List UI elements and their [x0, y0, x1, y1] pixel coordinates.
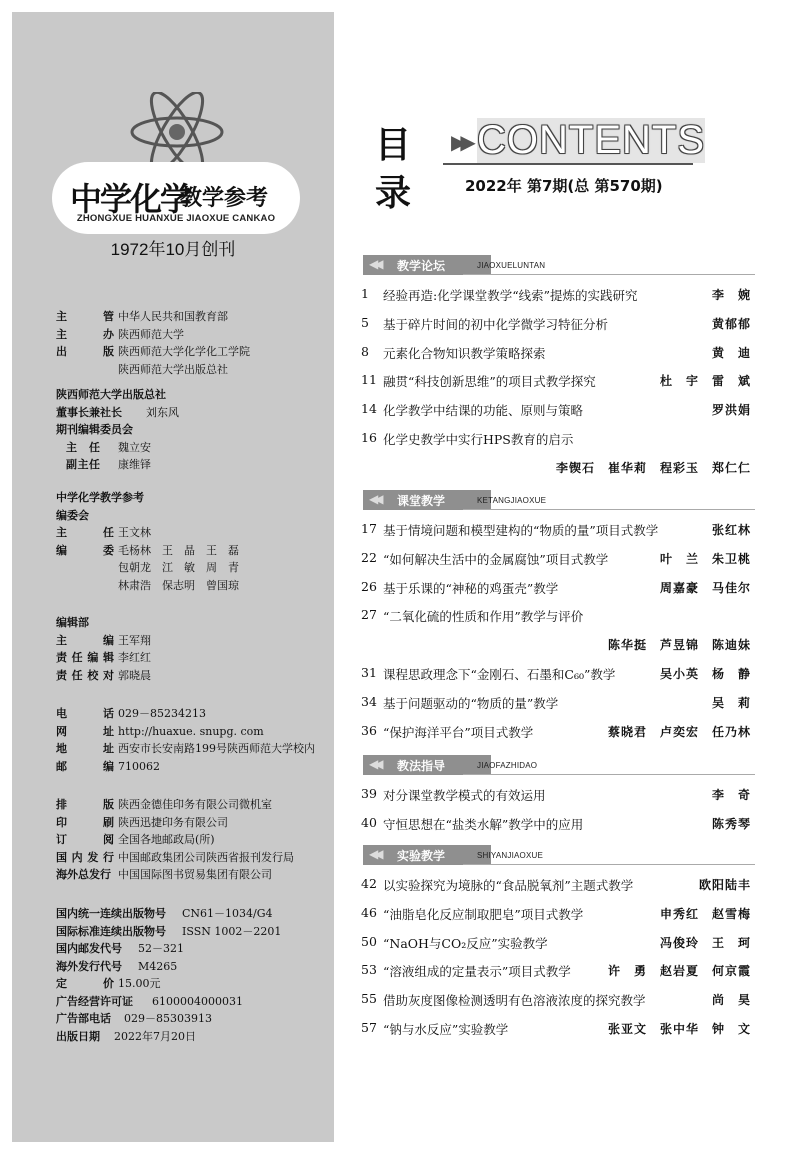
toc-entry[interactable]: [361, 694, 751, 716]
article-authors: 黄郁郁: [711, 316, 751, 331]
info-group-4: 编辑部 主 编 王军翔 责任编辑 李红红 责任校对 郭晓晨: [56, 616, 151, 682]
toc-entry[interactable]: [361, 636, 751, 658]
article-title[interactable]: “钠与水反应”实验教学: [383, 1022, 509, 1037]
double-chevron-icon: ◀◀: [369, 257, 380, 271]
section-rule: [463, 274, 755, 275]
page-number: 5: [361, 314, 369, 330]
page-number: 55: [361, 991, 377, 1007]
toc-entry[interactable]: [361, 1020, 751, 1042]
section-pinyin: JIAOFAZHIDAO: [477, 761, 538, 770]
page-number: 53: [361, 962, 377, 978]
section-pinyin: KETANGJIAOXUE: [477, 496, 547, 505]
article-title[interactable]: “溶液组成的定量表示”项目式教学: [383, 964, 571, 980]
article-title[interactable]: “NaOH与CO₂反应”实验教学: [383, 935, 548, 951]
toc-title-char-1: 目: [375, 125, 412, 166]
page-number: 36: [361, 722, 377, 738]
journal-logo: [52, 92, 302, 242]
page-number: 16: [361, 430, 377, 445]
toc-entry[interactable]: [361, 550, 751, 572]
article-authors: 申秀红 赵雪梅: [659, 906, 751, 921]
page-number: 34: [361, 693, 377, 709]
info-group-1: 主 管 中华人民共和国教育部 主 办 陕西师范大学 出 版 陕西师范大学化学化工学院 陕西师范大学出版总社: [56, 310, 250, 376]
article-title[interactable]: 化学史教学中实行HPS教育的启示: [383, 432, 574, 447]
article-title[interactable]: 经验再造:化学课堂教学“线索”提炼的实践研究: [383, 288, 638, 303]
page-number: 8: [361, 343, 369, 359]
section-rule: [463, 774, 755, 775]
article-authors: 吴小英 杨 静: [659, 667, 751, 681]
toc-entry[interactable]: [361, 934, 751, 956]
page-number: 1: [361, 286, 369, 301]
article-title[interactable]: 基于乐课的“神秘的鸡蛋壳”教学: [383, 580, 559, 596]
toc-entry[interactable]: [361, 876, 751, 898]
article-authors: 李锲石 崔华莉 程彩玉 郑仁仁: [555, 460, 751, 475]
toc-entry[interactable]: [361, 401, 751, 423]
info-group-6: 排 版 陕西金德佳印务有限公司微机室 印 刷 陕西迅捷印务有限公司 订 阅 全国各地邮政局(所) 国内发行 中国邮政集团公司陕西省报刊发行局 海外总发行 中国国际图书贸易集团有限公司: [56, 798, 294, 881]
article-title[interactable]: 课程思政理念下“金刚石、石墨和C₆₀”教学: [383, 667, 616, 682]
toc-entry[interactable]: [361, 372, 751, 394]
article-authors: 冯俊玲 王 珂: [659, 935, 751, 950]
logo-title: 中学化学: [70, 180, 191, 218]
article-authors: 张红林: [711, 523, 751, 537]
article-authors: 吴 莉: [711, 695, 751, 710]
toc-entry[interactable]: [361, 430, 751, 452]
section-label: 课堂教学: [397, 494, 446, 508]
page-number: 31: [361, 665, 377, 680]
toc-entry[interactable]: [361, 607, 751, 629]
toc-entry[interactable]: [361, 665, 751, 687]
section-header: [363, 845, 753, 865]
atom-icon: [127, 92, 227, 172]
article-title[interactable]: 基于情境问题和模型建构的“物质的量”项目式教学: [383, 523, 659, 538]
toc-entry[interactable]: [361, 579, 751, 601]
article-authors: 杜 宇 雷 斌: [659, 374, 751, 389]
article-authors: 陈秀琴: [711, 816, 751, 831]
section-pinyin: JIAOXUELUNTAN: [477, 261, 546, 270]
article-authors: 黄 迪: [711, 345, 751, 360]
toc-title-char-2: 录: [375, 173, 412, 214]
masthead-panel: [12, 12, 334, 1142]
page-number: 50: [361, 933, 377, 949]
double-chevron-icon: ◀◀: [369, 757, 380, 771]
section-rule: [463, 864, 755, 865]
article-title[interactable]: 守恒思想在“盐类水解”教学中的应用: [383, 816, 584, 832]
double-chevron-icon: ◀◀: [369, 492, 380, 506]
article-authors: 陈华挺 芦昱锦 陈迪妹: [607, 638, 751, 653]
article-authors: 李 婉: [711, 288, 751, 302]
article-title[interactable]: 基于碎片时间的初中化学微学习特征分析: [383, 316, 609, 332]
article-authors: 尚 昊: [711, 993, 751, 1008]
section-header: [363, 490, 753, 510]
article-authors: 周嘉豪 马佳尔: [659, 580, 751, 595]
section-label: 教法指导: [397, 759, 446, 773]
page-number: 22: [361, 549, 377, 565]
double-chevron-icon: ▶▶: [451, 130, 470, 154]
article-authors: 张亚文 张中华 钟 文: [607, 1022, 751, 1036]
info-group-7: 国内统一连续出版物号 CN61－1034/G4 国际标准连续出版物号 ISSN 1002－2201 国内邮发代号 52－321 海外发行代号 M4265 定 价 15.00元 广告经营许可证 6100004000031 广告部电话 029－85303913 出版日期 2022年7月20日: [56, 907, 282, 1043]
article-title[interactable]: “保护海洋平台”项目式教学: [383, 724, 534, 740]
logo-pinyin: ZHONGXUE HUANXUE JIAOXUE CANKAO: [76, 213, 276, 224]
article-title[interactable]: 化学教学中结课的功能、原则与策略: [383, 403, 584, 419]
info-group-2: 陕西师范大学出版总社 董事长兼社长 刘东风 期刊编辑委员会 主 任 魏立安 副主任 康维铎: [56, 388, 179, 471]
toc-entry[interactable]: [361, 286, 751, 308]
article-authors: 蔡晓君 卢奕宏 任乃林: [607, 724, 751, 739]
table-of-contents: [355, 0, 800, 1154]
info-group-3: 中学化学教学参考 编委会 主 任 王文林 编 委 毛杨林 王 晶 王 磊 包朝龙 江 敏 周 青 林肃浩 保志明 曾国琼: [56, 491, 239, 592]
section-header: [363, 255, 753, 275]
page-number: 40: [361, 814, 377, 830]
page-number: 14: [361, 401, 377, 417]
article-title[interactable]: 对分课堂教学模式的有效运用: [383, 788, 546, 803]
page-number: 46: [361, 904, 377, 920]
article-authors: 欧阳陆丰: [698, 878, 751, 892]
article-title[interactable]: 元素化合物知识教学策略探索: [383, 345, 546, 361]
toc-entry[interactable]: [361, 344, 751, 366]
toc-entry[interactable]: [361, 905, 751, 927]
section-rule: [463, 509, 755, 510]
toc-entry[interactable]: [361, 521, 751, 543]
heading-rule: [443, 163, 693, 165]
article-authors: 许 勇 赵岩夏 何京霞: [607, 964, 751, 979]
toc-entry[interactable]: [361, 459, 751, 481]
page-number: 42: [361, 876, 377, 891]
article-title[interactable]: “油脂皂化反应制取肥皂”项目式教学: [383, 906, 584, 922]
page-number: 17: [361, 521, 377, 536]
contents-heading: CONTENTS: [477, 118, 705, 162]
toc-entry[interactable]: [361, 315, 751, 337]
info-group-5: 电 话 029－85234213 网 址 http://huaxue. snupg. com 地 址 西安市长安南路199号陕西师范大学校内 邮 编 710062: [56, 707, 315, 773]
section-pinyin: SHIYANJIAOXUE: [477, 851, 544, 860]
article-title[interactable]: 以实验探究为境脉的“食品脱氧剂”主题式教学: [383, 878, 634, 893]
article-title[interactable]: “如何解决生活中的金属腐蚀”项目式教学: [383, 551, 609, 567]
article-title[interactable]: 借助灰度图像检测透明有色溶液浓度的探究教学: [383, 993, 646, 1009]
toc-entry[interactable]: [361, 786, 751, 808]
page-number: 26: [361, 578, 377, 594]
article-title[interactable]: 融贯“科技创新思维”的项目式教学探究: [383, 374, 596, 390]
section-label: 实验教学: [397, 849, 446, 863]
article-title[interactable]: “二氧化硫的性质和作用”教学与评价: [383, 609, 584, 625]
section-label: 教学论坛: [397, 259, 446, 273]
page-number: 11: [361, 372, 377, 388]
founded-date: 1972年10月创刊: [110, 240, 236, 259]
double-chevron-icon: ◀◀: [369, 847, 380, 861]
toc-entry[interactable]: [361, 815, 751, 837]
page-number: 57: [361, 1020, 377, 1035]
article-authors: 罗洪娟: [711, 403, 751, 418]
article-authors: 李 奇: [711, 788, 751, 802]
section-header: [363, 755, 753, 775]
toc-entry[interactable]: [361, 991, 751, 1013]
page-number: 39: [361, 786, 377, 801]
article-title[interactable]: 基于问题驱动的“物质的量”教学: [383, 695, 559, 711]
issue-number: 2022年 第7期(总 第570期): [465, 177, 663, 195]
article-authors: 叶 兰 朱卫桃: [659, 551, 751, 566]
logo-subtitle: 教学参考: [180, 186, 269, 211]
toc-entry[interactable]: [361, 962, 751, 984]
page-number: 27: [361, 607, 377, 623]
toc-entry[interactable]: [361, 723, 751, 745]
